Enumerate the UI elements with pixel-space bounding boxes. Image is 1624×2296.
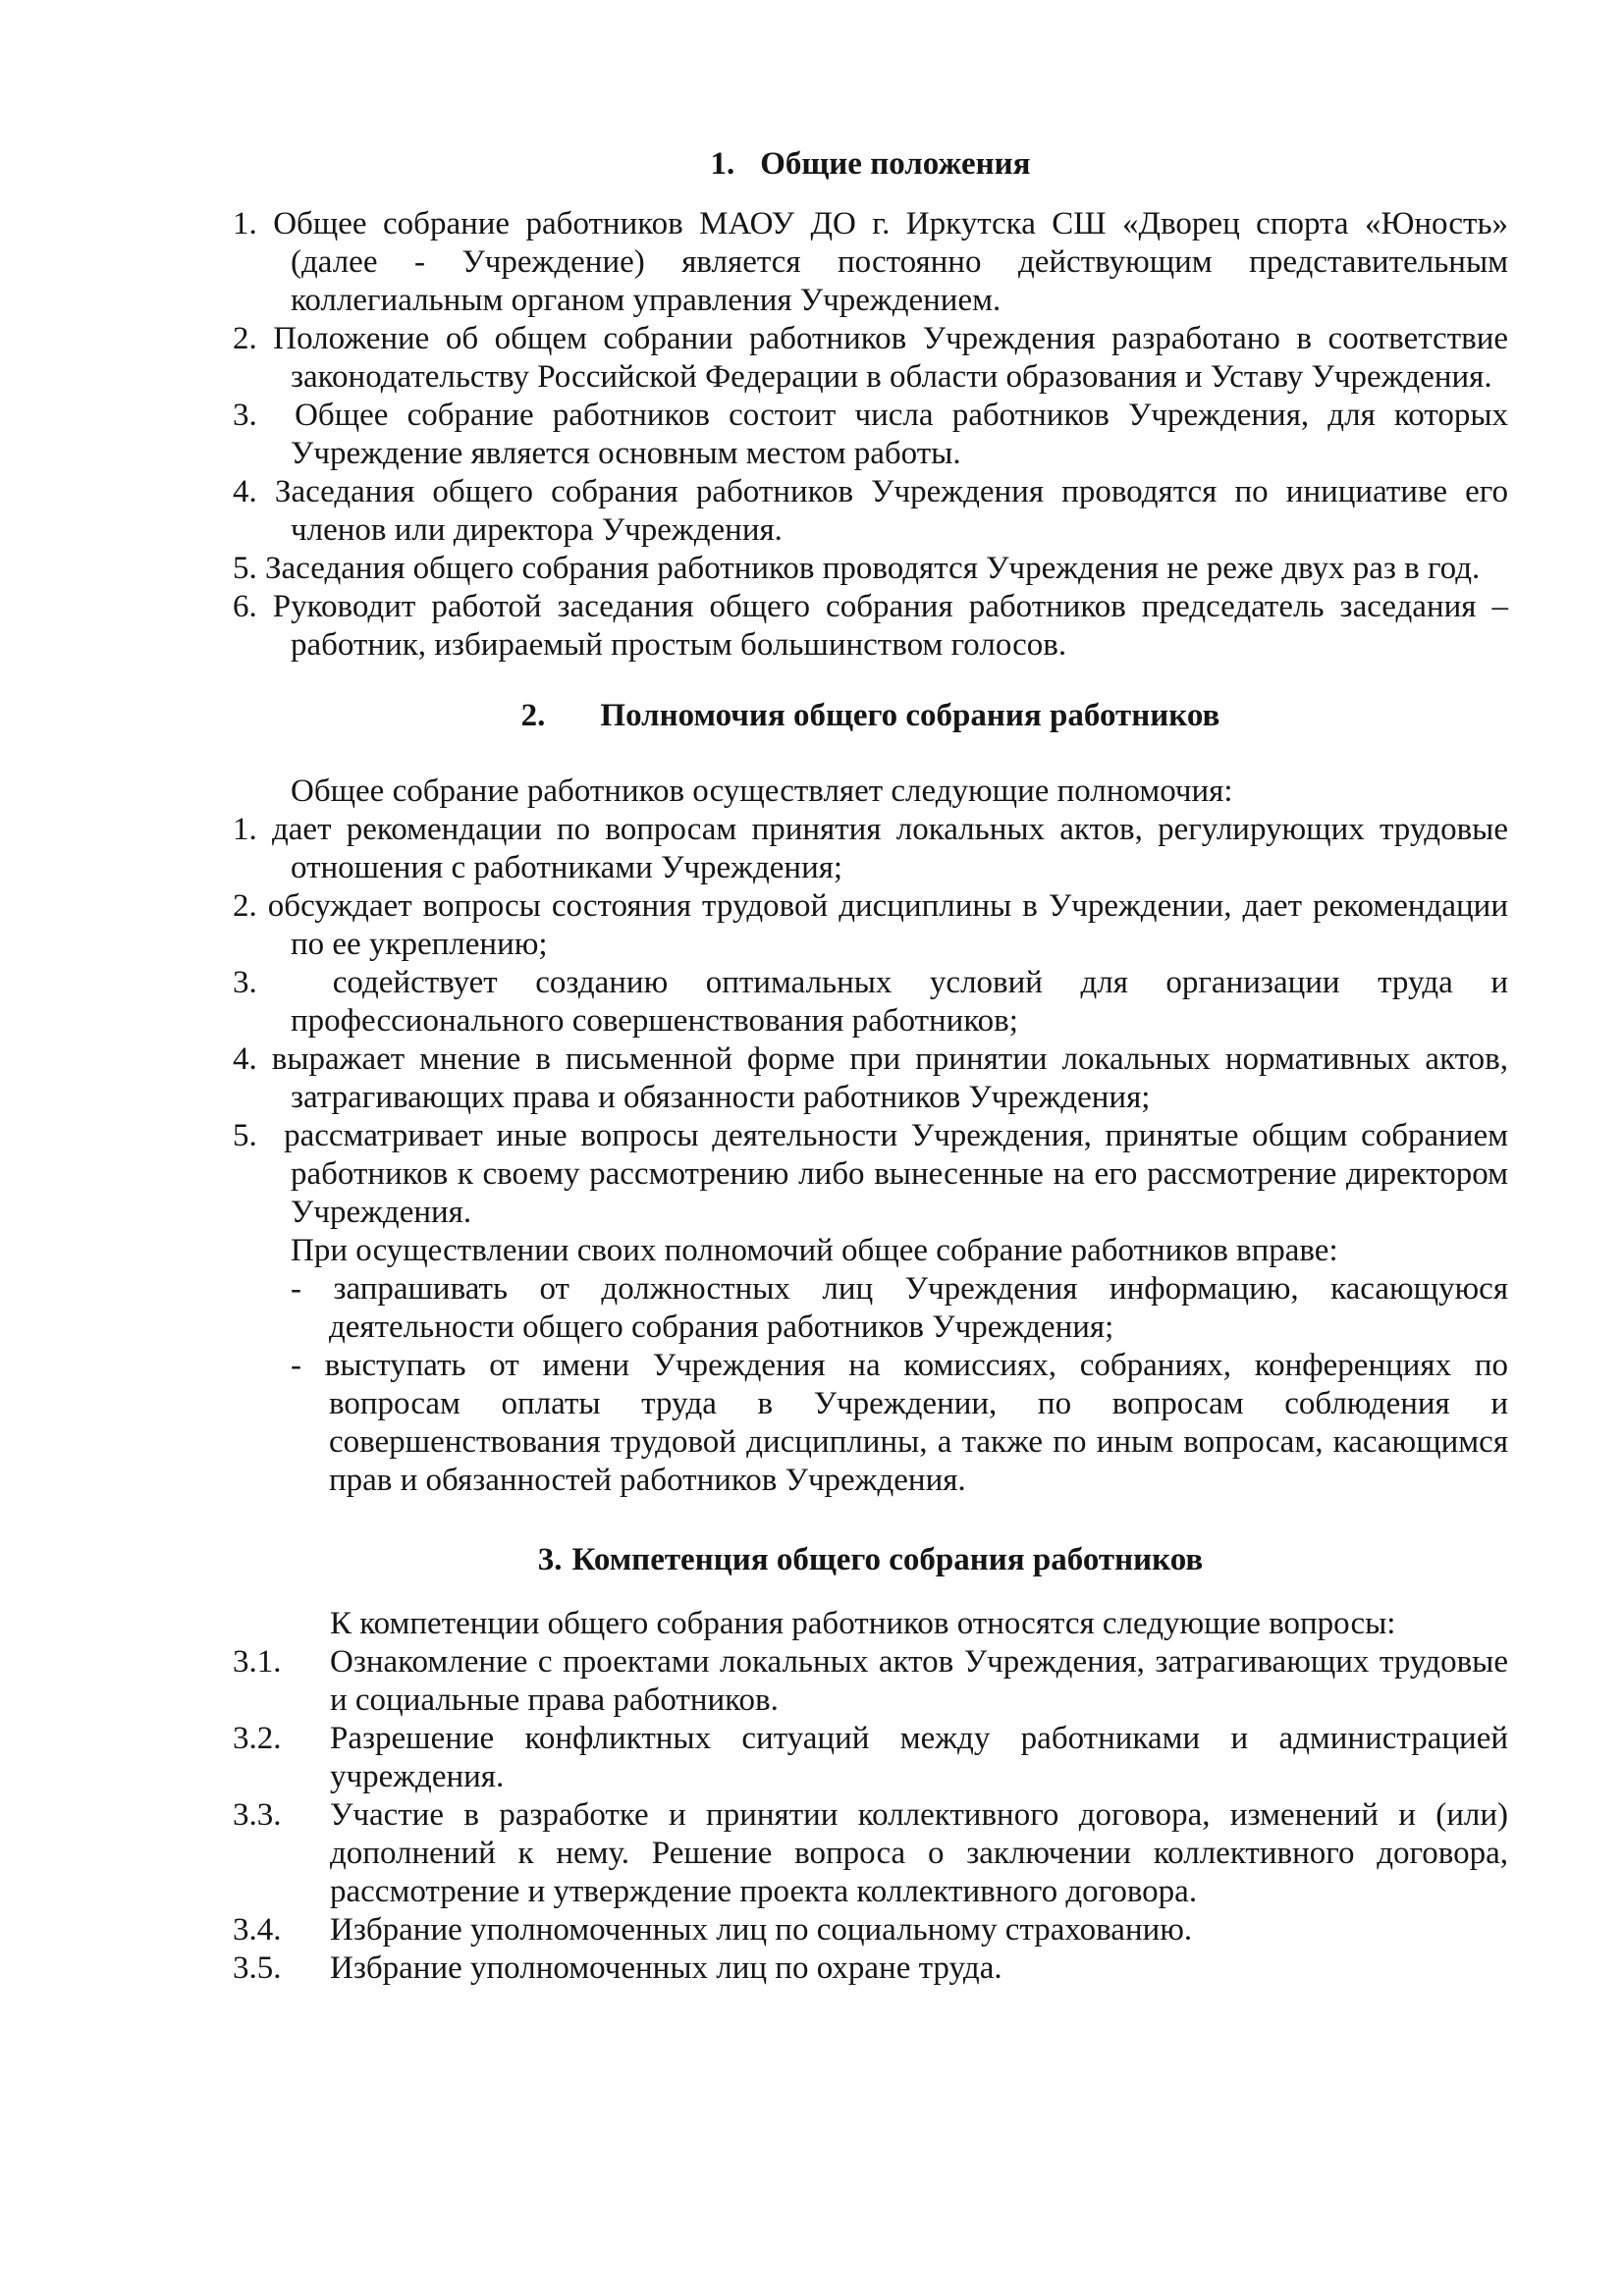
list-item-text: Общее собрание работников состоит числа работников Учреждения, для которых Учреждение является основным местом работы. — [275, 398, 1508, 471]
list-item — [233, 1720, 1508, 1796]
list-item-text: Избрание уполномоченных лиц по охране труда. — [330, 1950, 1002, 1986]
dash-marker: - — [291, 1348, 301, 1383]
section-powers — [233, 697, 1508, 1500]
list-item-number: 3. — [233, 965, 257, 1000]
list-item — [233, 550, 1508, 588]
list-item — [233, 320, 1508, 397]
list-item — [233, 1643, 1508, 1720]
list-item-text: Общее собрание работников МАОУ ДО г. Иркутска СШ «Дворец спорта «Юность» (далее - Учреждение) является постоянно действующим представительным коллегиальным органом управления Учреждением. — [273, 206, 1509, 318]
dash-marker: - — [291, 1271, 301, 1307]
list-item-text: Заседания общего собрания работников Учреждения проводятся по инициативе его членов или директора Учреждения. — [274, 474, 1509, 548]
list-item — [233, 1041, 1508, 1117]
list-item-number: 4. — [233, 1041, 257, 1077]
intro-paragraph: Общее собрание работников осуществляет следующие полномочия: — [291, 774, 1233, 809]
heading-number: 3. — [537, 1542, 563, 1577]
list-item — [233, 1911, 1508, 1949]
list-item-number: 3. — [233, 398, 257, 433]
list-item-number: 3.1. — [233, 1644, 282, 1680]
dash-item — [233, 1347, 1508, 1500]
list-item-number: 4. — [233, 474, 257, 509]
list-item-text: содействует созданию оптимальных условий для организации труда и профессионального совершенствования работников; — [291, 965, 1508, 1039]
list-item — [233, 205, 1508, 320]
list-item-text: дает рекомендации по вопросам принятия локальных актов, регулирующих трудовые отношения с работниками Учреждения; — [272, 812, 1508, 885]
list-item-text: Участие в разработке и принятии коллективного договора, изменений и (или) дополнений к нему. Решение вопроса о заключении коллективного договора, рассмотрение и утверждение проекта коллективного договора. — [330, 1797, 1508, 1909]
list-item-text: Разрешение конфликтных ситуаций между работниками и администрацией учреждения. — [330, 1721, 1508, 1794]
list-item-text: выражает мнение в письменной форме при принятии локальных нормативных актов, затрагивающих права и обязанности работников Учреждения; — [271, 1041, 1508, 1115]
section-3-heading — [233, 1541, 1508, 1579]
list-item-number: 2. — [233, 321, 257, 356]
list-item — [233, 964, 1508, 1041]
section-competence — [233, 1541, 1508, 1988]
list-item-number: 3.4. — [233, 1912, 282, 1948]
list-item — [233, 1117, 1508, 1232]
heading-number: 1. — [710, 146, 735, 182]
rights-paragraph: При осуществлении своих полномочий общее собрание работников вправе: — [291, 1233, 1338, 1268]
list-item-number: 6. — [233, 589, 257, 624]
dash-item — [233, 1270, 1508, 1347]
list-item-number: 5. — [233, 551, 257, 586]
list-item-text: Ознакомление с проектами локальных актов Учреждения, затрагивающих трудовые и социальные права работников. — [330, 1644, 1508, 1718]
dash-item-text: выступать от имени Учреждения на комиссиях, собраниях, конференциях по вопросам оплаты труда в Учреждении, по вопросам соблюдения и совершенствования трудовой дисциплины, а также по иным вопросам, касающимся прав и обязанностей работников Учреждения. — [324, 1348, 1508, 1498]
list-item — [233, 1949, 1508, 1988]
list-item-text: обсуждает вопросы состояния трудовой дисциплины в Учреждении, дает рекомендации по ее укреплению; — [267, 888, 1508, 962]
section-general-provisions — [233, 145, 1508, 665]
list-item — [233, 1796, 1508, 1911]
list-item-text: Заседания общего собрания работников проводятся Учреждения не реже двух раз в год. — [265, 551, 1481, 586]
list-item-number: 3.2. — [233, 1721, 282, 1756]
list-item — [233, 887, 1508, 964]
heading-title: Полномочия общего собрания работников — [600, 698, 1220, 733]
section-2-heading — [233, 697, 1508, 735]
list-item-text: Положение об общем собрании работников Учреждения разработано в соответствие законодательству Российской Федерации в области образования и Уставу Учреждения. — [273, 321, 1508, 395]
list-item-text: Избрание уполномоченных лиц по социальному страхованию. — [330, 1912, 1193, 1948]
list-item-text: Руководит работой заседания общего собрания работников председатель заседания – работник, избираемый простым большинством голосов. — [272, 589, 1508, 663]
section-1-heading — [233, 145, 1508, 184]
list-item-text: рассматривает иные вопросы деятельности Учреждения, принятые общим собранием работников к своему рассмотрению либо вынесенные на его рассмотрение директором Учреждения. — [270, 1118, 1508, 1230]
heading-title: Компетенция общего собрания работников — [571, 1542, 1204, 1577]
list-item — [233, 588, 1508, 665]
list-item — [233, 473, 1508, 550]
list-item-number: 3.3. — [233, 1797, 282, 1833]
list-item-number: 5. — [233, 1118, 257, 1153]
list-item-number: 3.5. — [233, 1950, 282, 1986]
list-item — [233, 811, 1508, 887]
intro-paragraph: К компетенции общего собрания работников относятся следующие вопросы: — [330, 1606, 1396, 1641]
list-item-number: 1. — [233, 206, 257, 241]
list-item — [233, 397, 1508, 473]
dash-item-text: запрашивать от должностных лиц Учреждения информацию, касающуюся деятельности общего собрания работников Учреждения; — [329, 1271, 1509, 1345]
heading-title: Общие положения — [760, 146, 1031, 182]
list-item-number: 1. — [233, 812, 257, 847]
list-item-number: 2. — [233, 888, 257, 924]
heading-number: 2. — [520, 698, 546, 733]
